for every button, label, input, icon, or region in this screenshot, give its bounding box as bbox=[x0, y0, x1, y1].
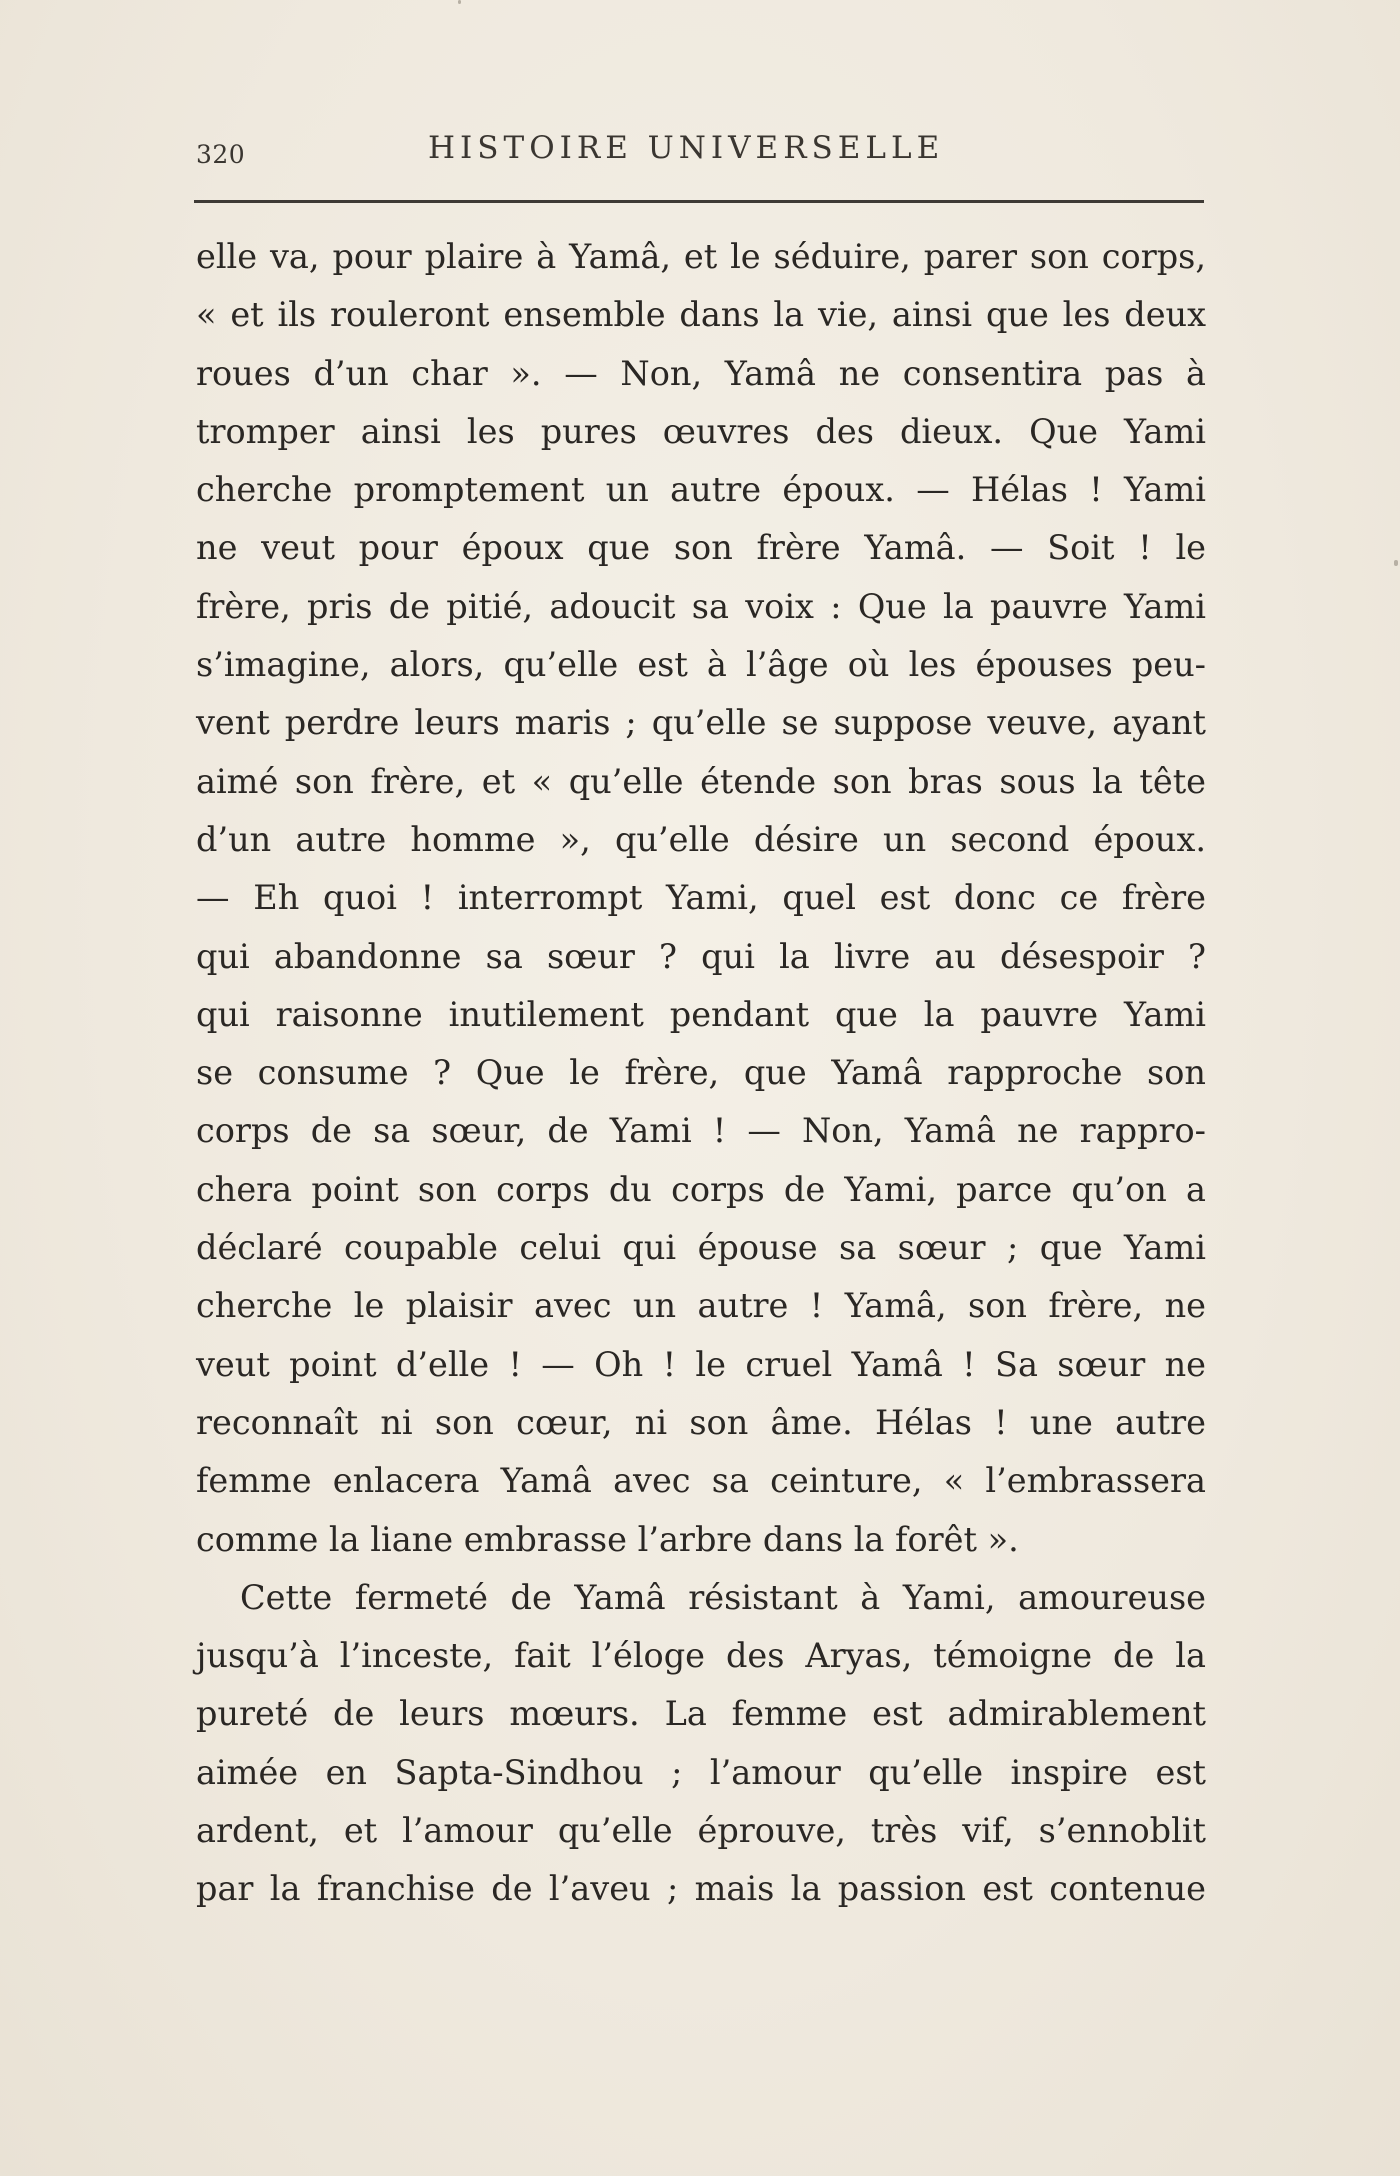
text-line: frère, pris de pitié, adoucit sa voix : Que la pauvre Yami bbox=[196, 586, 1206, 626]
text-line: chera point son corps du corps de Yami, parce qu’on a bbox=[196, 1169, 1206, 1209]
text-line: tromper ainsi les pures œuvres des dieux. Que Yami bbox=[196, 411, 1206, 451]
text-line: qui raisonne inutilement pendant que la pauvre Yami bbox=[196, 994, 1206, 1034]
text-line: déclaré coupable celui qui épouse sa sœur ; que Yami bbox=[196, 1228, 1206, 1268]
text-line: comme la liane embrasse l’arbre dans la forêt ». bbox=[196, 1519, 1019, 1559]
page-number: 320 bbox=[196, 140, 246, 169]
running-head bbox=[196, 126, 1202, 186]
text-line: jusqu’à l’inceste, fait l’éloge des Aryas, témoigne de la bbox=[196, 1636, 1206, 1676]
text-line: femme enlacera Yamâ avec sa ceinture, « l’embrassera bbox=[196, 1461, 1206, 1501]
header-rule bbox=[194, 200, 1204, 203]
text-line: reconnaît ni son cœur, ni son âme. Hélas ! une autre bbox=[196, 1402, 1206, 1442]
text-line: aimée en Sapta-Sindhou ; l’amour qu’elle inspire est bbox=[196, 1752, 1206, 1792]
text-line: ardent, et l’amour qu’elle éprouve, très vif, s’ennoblit bbox=[196, 1811, 1206, 1851]
text-line: vent perdre leurs maris ; qu’elle se suppose veuve, ayant bbox=[196, 703, 1206, 743]
text-line: par la franchise de l’aveu ; mais la passion est contenue bbox=[196, 1869, 1206, 1909]
text-line: d’un autre homme », qu’elle désire un second époux. bbox=[196, 819, 1206, 859]
text-line: cherche le plaisir avec un autre ! Yamâ, son frère, ne bbox=[196, 1286, 1206, 1326]
text-line: veut point d’elle ! — Oh ! le cruel Yamâ ! Sa sœur ne bbox=[196, 1344, 1206, 1384]
text-line: corps de sa sœur, de Yami ! — Non, Yamâ ne rappro- bbox=[196, 1111, 1206, 1151]
running-title: HISTOIRE UNIVERSELLE bbox=[428, 130, 945, 166]
text-line: — Eh quoi ! interrompt Yami, quel est donc ce frère bbox=[196, 878, 1206, 918]
text-line: qui abandonne sa sœur ? qui la livre au désespoir ? bbox=[196, 936, 1206, 976]
paragraph-first-line: Cette fermeté de Yamâ résistant à Yami, amoureuse bbox=[240, 1577, 1206, 1617]
text-line: « et ils rouleront ensemble dans la vie, ainsi que les deux bbox=[196, 295, 1206, 335]
text-line: roues d’un char ». — Non, Yamâ ne consentira pas à bbox=[196, 353, 1206, 393]
text-line: aimé son frère, et « qu’elle étende son bras sous la tête bbox=[196, 761, 1206, 801]
text-line: ne veut pour époux que son frère Yamâ. — Soit ! le bbox=[196, 528, 1206, 568]
text-line: elle va, pour plaire à Yamâ, et le séduire, parer son corps, bbox=[196, 237, 1206, 276]
text-line: pureté de leurs mœurs. La femme est admirablement bbox=[196, 1694, 1206, 1734]
text-line: se consume ? Que le frère, que Yamâ rapproche son bbox=[196, 1053, 1206, 1093]
body-text bbox=[196, 228, 1206, 1919]
paper-speck bbox=[1394, 560, 1398, 566]
text-line: s’imagine, alors, qu’elle est à l’âge où les épouses peu- bbox=[196, 645, 1206, 685]
paper-speck bbox=[458, 0, 461, 4]
text-line: cherche promptement un autre époux. — Hélas ! Yami bbox=[196, 470, 1206, 510]
